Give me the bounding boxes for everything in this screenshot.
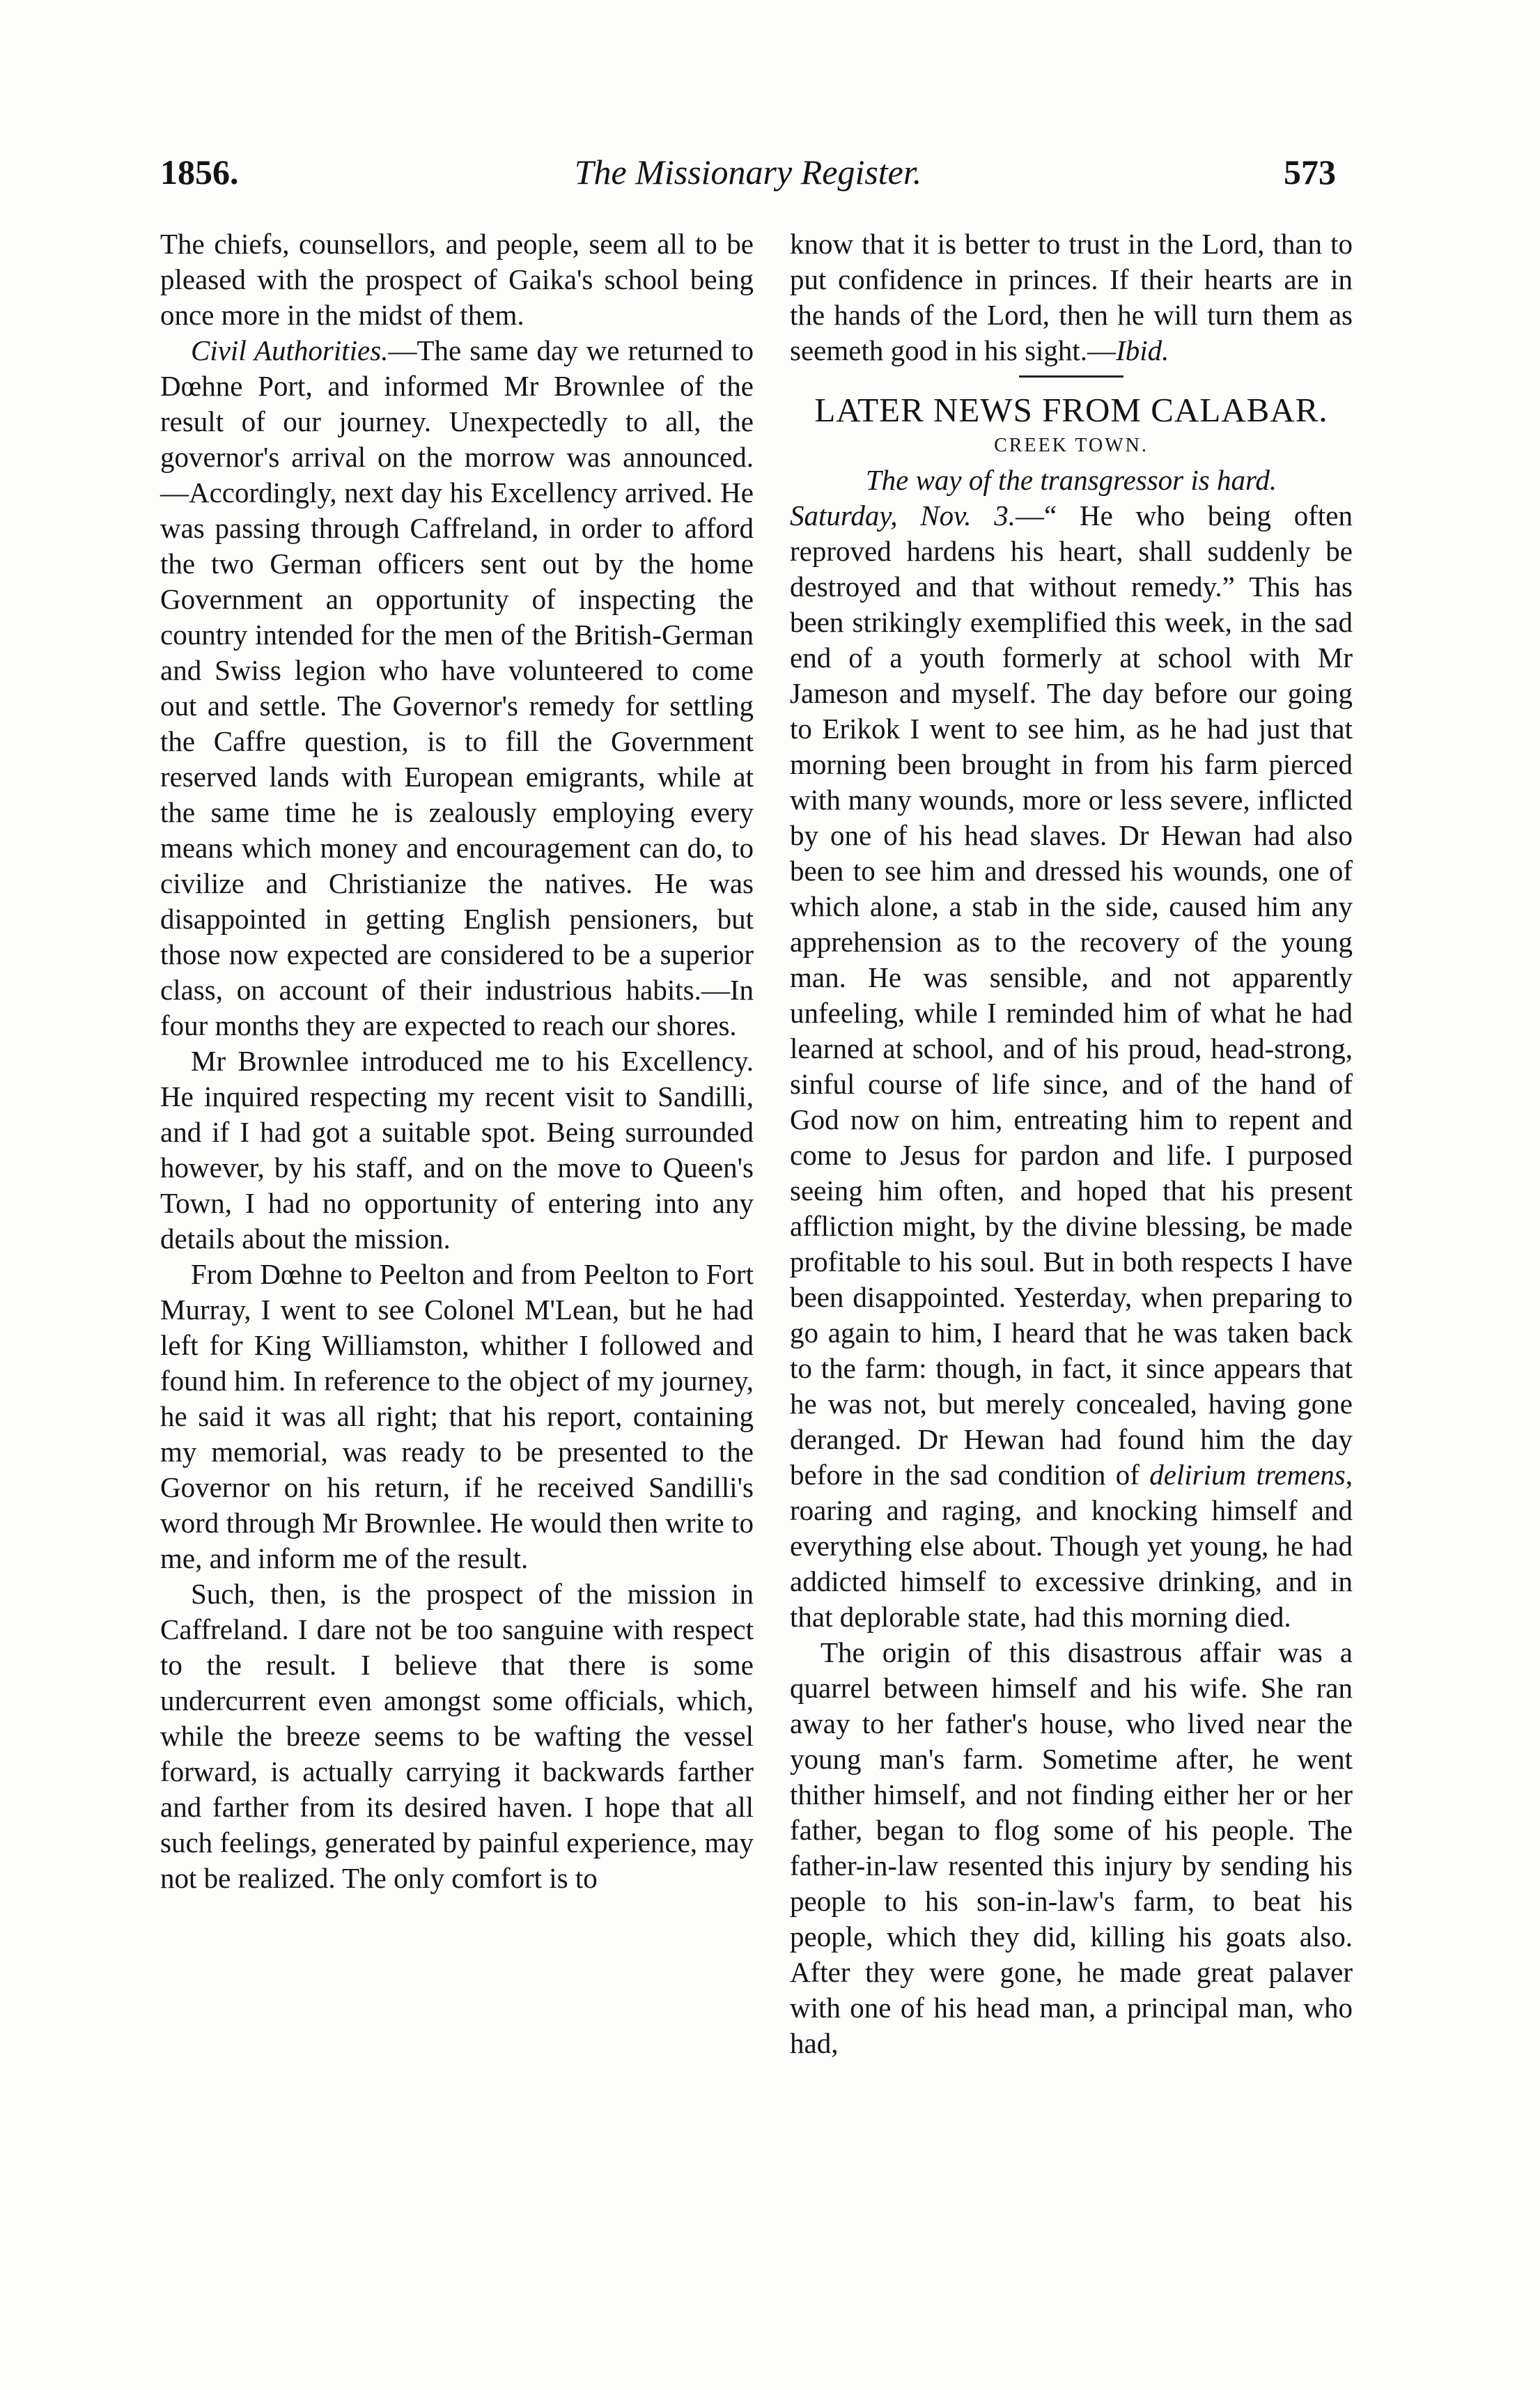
paragraph-trust-lord bbox=[790, 226, 1353, 368]
paragraph-brownlee: Mr Brownlee introduced me to his Excellency. He inquired respecting my recent visit to Sandilli, and if I had got a suitable spot. Being surrounded however, by his staff, and on the move to Queen's Town, I had no opportunity of entering into any details about the mission. bbox=[160, 1045, 754, 1255]
paragraph-origin: The origin of this disastrous affair was a quarrel between himself and his wife. She ran away to her father's house, who lived near the young man's farm. Sometime after, he went thither himself, and not finding either her or her father, began to flog some of his people. The father-in-law resented this injury by sending his people to his son-in-law's farm, to beat his people, which they did, killing his goats also. After they were gone, he made great palaver with one of his head man, a principal man, who had, bbox=[790, 1636, 1353, 2059]
paragraph-lead-civil-authorities: Civil Authorities. bbox=[191, 334, 389, 366]
paragraph-civil-authorities bbox=[160, 333, 754, 1043]
section-title: LATER NEWS FROM CALABAR. bbox=[814, 391, 1328, 429]
paragraph-date: Saturday, Nov. 3. bbox=[790, 499, 1016, 531]
paragraph-saturday-text: —“ He who being often reproved hardens his heart, shall suddenly be destroyed and that without remedy.” This has been strikingly exemplified this week, in the sad end of a youth formerly at school with Mr Jameson and myself. The day before our going to Erikok I went to see him, as he had just that morning been brought in from his farm pierced with many wounds, more or less severe, inflicted by one of his head slaves. Dr Hewan had also been to see him and dressed his wounds, one of which alone, a stab in the side, caused him any apprehension as to the recovery of the young man. He was sensible, and not apparently unfeeling, while I reminded him of what he had learned at school, and of his proud, head-strong, sinful course of life since, and of the hand of God now on him, entreating him to repent and come to Jesus for pardon and life. I purposed seeing him often, and hoped that his present affliction might, by the divine blessing, be made profitable to his soul. But in both respects I have been disappointed. Yesterday, when preparing to go again to him, I heard that he was taken back to the farm: though, in fact, it since appears that he was not, but merely concealed, having gone deranged. Dr Hewan had found him the day before in the sad condition of bbox=[790, 499, 1353, 1491]
paragraph-saturday bbox=[790, 498, 1353, 1635]
delirium-tremens: delirium tremens bbox=[1149, 1459, 1346, 1491]
paragraph-chiefs: The chiefs, counsellors, and people, seem all to be pleased with the prospect of Gaika's school being once more in the midst of them. bbox=[160, 228, 754, 331]
paragraph-saturday-end: , roaring and raging, and knocking himself and everything else about. Though yet young, he had addicted himself to excessive drinking, and in that deplorable state, had this morning died. bbox=[790, 1459, 1353, 1633]
paragraph-civil-authorities-text: —The same day we returned to Dœhne Port, and informed Mr Brownlee of the result of our journey. Unexpectedly to all, the governor's arrival on the morrow was announced.—Accordingly, next day his Excellency arrived. He was passing through Caffreland, in order to afford the two German officers sent out by the home Government an opportunity of inspecting the country intended for the men of the British-German and Swiss legion who have volunteered to come out and settle. The Governor's remedy for settling the Caffre question, is to fill the Government reserved lands with European emigrants, while at the same time he is zealously employing every means which money and encouragement can do, to civilize and Christianize the natives. He was disappointed in getting English pensioners, but those now expected are considered to be a superior class, on account of their industrious habits.—In four months they are expected to reach our shores. bbox=[160, 334, 754, 1041]
section-subtitle: CREEK TOWN. bbox=[994, 435, 1149, 456]
citation-ibid: Ibid. bbox=[1116, 334, 1169, 366]
paragraph-peelton: From Dœhne to Peelton and from Peelton to Fort Murray, I went to see Colonel M'Lean, but he had left for King Williamston, whither I followed and found him. In reference to the object of my journey, he said it was all right; that his report, containing my memorial, was ready to be presented to the Governor on his return, if he received Sandilli's word through Mr Brownlee. He would then write to me, and inform me of the result. bbox=[160, 1258, 754, 1574]
section-motto: The way of the transgressor is hard. bbox=[865, 464, 1277, 496]
left-column bbox=[160, 226, 754, 1896]
running-head-year: 1856. bbox=[160, 153, 239, 192]
page-number: 573 bbox=[1284, 153, 1336, 192]
running-head bbox=[160, 148, 1336, 196]
paragraph-prospect: Such, then, is the prospect of the mission in Caffreland. I dare not be too sanguine with respect to the result. I believe that there is some undercurrent even amongst some officials, which, while the breeze seems to be wafting the vessel forward, is actually carrying it backwards farther and farther from its desired haven. I hope that all such feelings, generated by painful experience, may not be realized. The only comfort is to bbox=[160, 1578, 754, 1894]
right-column bbox=[790, 226, 1353, 2061]
section-divider bbox=[1019, 375, 1123, 378]
paragraph-trust-lord-text: know that it is better to trust in the Lord, than to put confidence in princes. If their hearts are in the hands of the Lord, then he will turn them as seemeth good in his sight.— bbox=[790, 228, 1353, 366]
running-head-title: The Missionary Register. bbox=[574, 153, 922, 192]
